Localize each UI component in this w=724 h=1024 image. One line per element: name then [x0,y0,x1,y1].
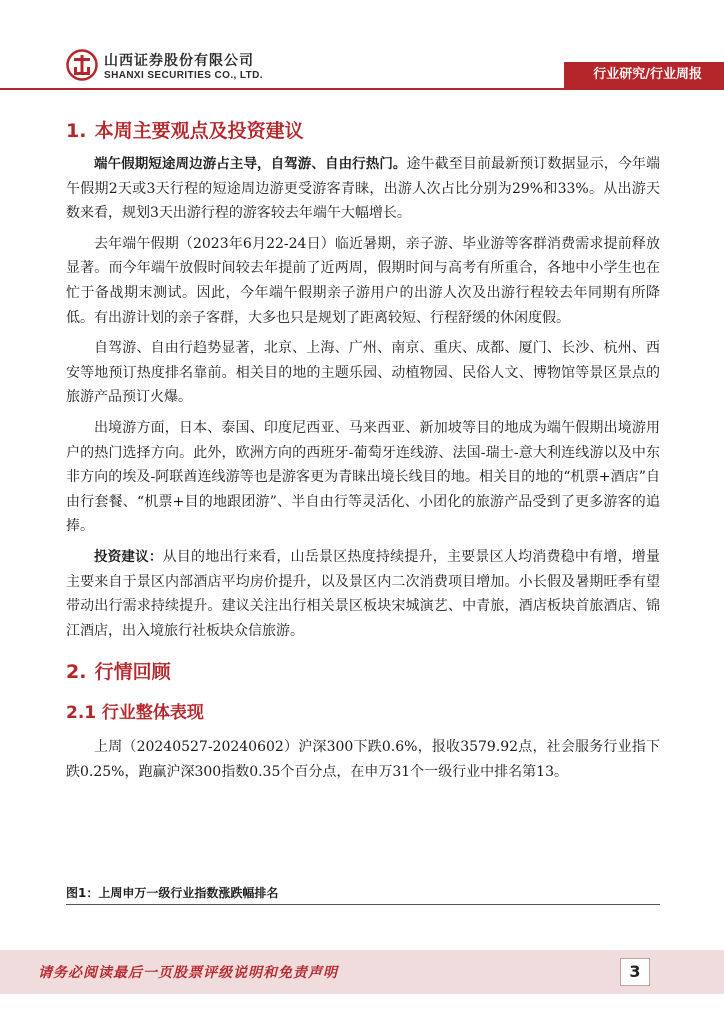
shanxi-securities-logo-icon [66,49,98,81]
page-header [0,0,724,94]
company-name-cn: 山西证券股份有限公司 [104,53,254,69]
paragraph-4-text: 出境游方面，日本、泰国、印度尼西亚、马来西亚、新加坡等目的地成为端午假期出境游用户的热门选择方向。此外，欧洲方向的西班牙-葡萄牙连线游、法国-瑞士-意大利连线游以及中东非方向的埃及-阿联酋连线游等也是游客更为青睐出境长线目的地。相关目的地的“机票+酒店”自由行套餐、“机票+目的地跟团游”、半自由行等灵活化、小团化的旅游产品受到了更多游客的追捧。 [66,419,660,535]
market-review-text: 上周（20240527-20240602）沪深300下跌0.6%，报收3579.92点，社会服务行业指下跌0.25%，跑赢沪深300指数0.35个百分点，在申万31个一级行业中排名第13。 [66,739,660,780]
paragraph-4 [66,416,660,539]
page-number: 3 [620,958,650,986]
section-2-heading [66,657,660,687]
header-divider [0,88,724,90]
paragraph-2 [66,232,660,330]
investment-advice-lead: 投资建议： [94,548,163,565]
section-2-number: 2. [66,661,87,684]
section-2-1-heading [66,699,660,727]
paragraph-investment-advice [66,545,660,643]
paragraph-3-text: 自驾游、自由行趋势显著，北京、上海、广州、南京、重庆、成都、厦门、长沙、杭州、西安等地预订热度排名靠前。相关目的地的主题乐园、动植物园、民俗人文、博物馆等景区景点的旅游产品预订火爆。 [66,340,660,406]
paragraph-1-text: 途牛截至目前最新预订数据显示，今年端午假期2天或3天行程的短途周边游更受游客青睐，出游人次占比分别为29%和33%。从出游天数来看，规划3天出游行程的游客较去年端午大幅增长。 [66,156,661,222]
paragraph-3 [66,336,660,410]
paragraph-market-review [66,735,660,784]
section-2-title: 行情回顾 [94,661,171,684]
main-content [66,116,660,784]
disclaimer-notice: 请务必阅读最后一页股票评级说明和免责声明 [38,965,338,981]
section-1-number: 1. [66,120,87,142]
figure-1-caption: 图1：上周申万一级行业指数涨跌幅排名 [66,886,279,900]
section-1-title: 本周主要观点及投资建议 [94,120,304,142]
section-2-1-number: 2.1 [66,703,97,724]
figure-1-divider [66,904,660,905]
paragraph-1 [66,152,660,226]
company-name-en: SHANXI SECURITIES CO., LTD. [104,70,263,81]
paragraph-1-lead: 端午假期短途周边游占主导，自驾游、自由行热门。 [94,156,407,172]
investment-advice-text: 从目的地出行来看，山岳景区热度持续提升，主要景区人均消费稳中有增，增量主要来自于景区内部酒店平均房价提升，以及景区内二次消费项目增加。小长假及暑期旺季有望带动出行需求持续提升。建议关注出行相关景区板块宋城演艺、中青旅，酒店板块首旅酒店、锦江酒店，出入境旅行社板块众信旅游。 [66,548,661,639]
report-type-badge: 行业研究/行业周报 [564,62,724,88]
section-2-1-title: 行业整体表现 [101,703,204,724]
paragraph-2-text: 去年端午假期（2023年6月22-24日）临近暑期，亲子游、毕业游等客群消费需求提前释放显著。而今年端午放假时间较去年提前了近两周，假期时间与高考有所重合，各地中小学生也在忙于备战期末测试。因此，今年端午假期亲子游用户的出游人次及出游行程较去年同期有所降低。有出游计划的亲子客群，大多也只是规划了距离较短、行程舒缓的休闲度假。 [66,235,660,326]
page-footer [0,950,724,994]
section-1-heading [66,116,660,146]
